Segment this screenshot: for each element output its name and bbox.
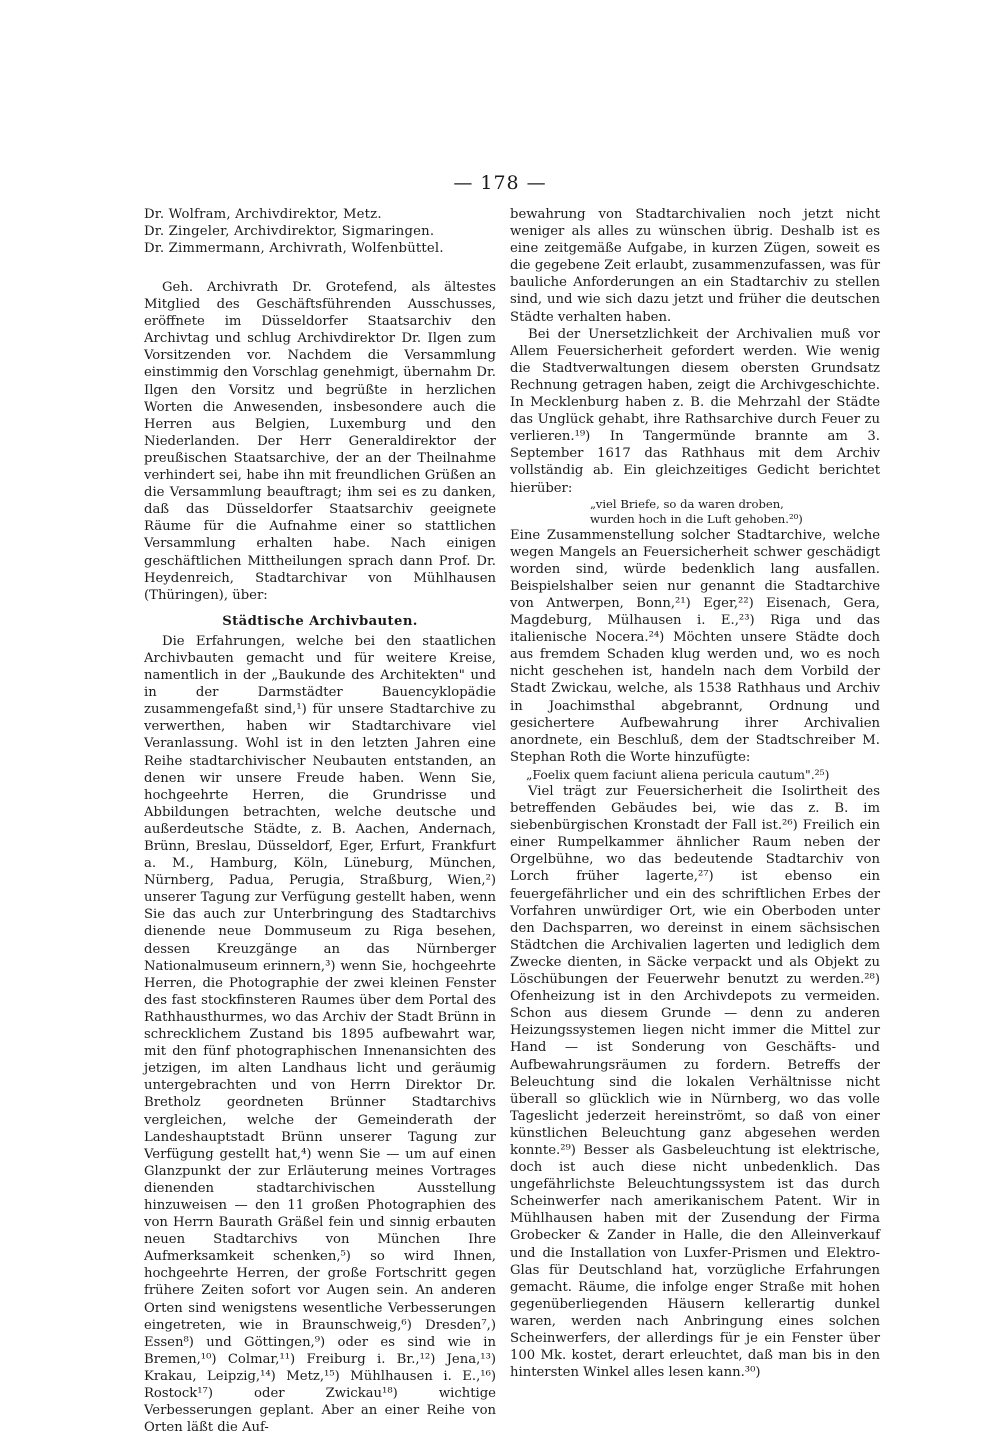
verse-line: wurden hoch in die Luft gehoben.²⁰) — [590, 511, 803, 526]
latin-quote: „Foelix quem faciunt aliena pericula cautum".²⁵) — [526, 766, 830, 782]
signature-line: Dr. Wolfram, Archivdirektor, Metz. — [144, 207, 382, 222]
verse-line: „viel Briefe, so da waren droben, — [590, 496, 784, 511]
page-number: — 178 — — [453, 172, 547, 194]
spacer — [144, 257, 496, 279]
left-column — [144, 206, 496, 1436]
right-column — [510, 206, 880, 1381]
verse-quote — [510, 497, 880, 527]
body-paragraph: Die Erfahrungen, welche bei den staatlichen Archivbauten gemacht und für weitere Kreise, namentlich in der „Baukunde des Architekten" und in der Darmstädter Bauencyklopädie zusammengefaßt sind,¹) für unsere Stadtarchive zu verwerthen, haben wir Stadtarchivare viel Veranlassung. Wohl ist in den letzten Jahren eine Reihe stadtarchivischer Neubauten entstanden, an denen wir unsere Freude haben. Wenn Sie, hochgeehrte Herren, die Grundrisse und Abbildungen betrachten, welche deutsche und außerdeutsche Städte, z. B. Aachen, Andernach, Brünn, Breslau, Düsseldorf, Eger, Erfurt, Frankfurt a. M., Hamburg, Köln, Lüneburg, München, Nürnberg, Padua, Perugia, Straßburg, Wien,²) unserer Tagung zur Verfügung gestellt haben, wenn Sie das auch zur Unterbringung des Stadtarchivs dienende neue Dommuseum zu Riga besehen, dessen Kreuzgänge an das Nürnberger Nationalmuseum erinnern,³) wenn Sie, hochgeehrte Herren, die Photographie der zwei kleinen Fenster des fast stockfinsteren Raumes über dem Portal des Rathhausthurmes, wo das Archiv der Stadt Brünn in schrecklichem Zustand bis 1895 aufbewahrt war, mit den fünf photographischen Innenansichten des jetzigen, im alten Landhaus licht und geräumig untergebrachten und von Herrn Direktor Dr. Bretholz geordneten Brünner Stadtarchivs vergleichen, welche der Gemeinderath der Landeshauptstadt Brünn unserer Tagung zur Verfügung gestellt hat,⁴) wenn Sie — um auf einen Glanzpunkt der zur Erläuterung meines Vortrages dienenden stadtarchivischen Ausstellung hinzuweisen — den 11 großen Photographien des von Herrn Baurath Gräßel fein und sinnig erbauten neuen Stadtarchivs von München Ihre Aufmerksamkeit schenken,⁵) so wird Ihnen, hochgeehrte Herren, der große Fortschritt gegen frühere Zeiten sofort vor Augen sein. An anderen Orten sind wenigstens wesentliche Verbesserungen eingetreten, wie in Braunschweig,⁶) Dresden⁷,) Essen⁸) und Göttingen,⁹) oder es sind wie in Bremen,¹⁰) Colmar,¹¹) Freiburg i. Br.,¹²) Jena,¹³) Krakau, Leipzig,¹⁴) Metz,¹⁵) Mühlhausen i. E.,¹⁶) Rostock¹⁷) oder Zwickau¹⁸) wichtige Verbesserungen geplant. Aber an einer Reihe von Orten läßt die Auf- — [144, 633, 496, 1436]
body-paragraph: Bei der Unersetzlichkeit der Archivalien muß vor Allem Feuersicherheit gefordert werden. Wie wenig die Stadtverwaltungen diesem obersten Grundsatz Rechnung getragen haben, zeigt die Archivgeschichte. In Mecklenburg haben z. B. die Mehrzahl der Städte das Unglück gehabt, ihre Rathsarchive durch Feuer zu verlieren.¹⁹) In Tangermünde brannte am 3. September 1617 das Rathhaus mit dem Archiv vollständig ab. Ein gleichzeitiges Gedicht berichtet hierüber: — [510, 326, 880, 496]
intro-paragraph: Geh. Archivrath Dr. Grotefend, als ältestes Mitglied des Geschäftsführenden Ausschusses, eröffnete im Düsseldorfer Staatsarchiv den Archivtag und schlug Archivdirektor Dr. Ilgen zum Vorsitzenden vor. Nachdem die Versammlung einstimmig den Vorschlag genehmigt, übernahm Dr. Ilgen den Vorsitz und begrüßte in herzlichen Worten die Anwesenden, insbesondere auch die Herren aus Belgien, Luxemburg und den Niederlanden. Der Herr Generaldirektor der preußischen Staatsarchive, der an der Theilnahme verhindert sei, habe ihn mit freundlichen Grüßen an die Versammlung beauftragt; ihm sei es zu danken, daß das Düsseldorfer Staatsarchiv geeignete Räume für die Aufnahme einer so stattlichen Versammlung erhalten habe. Nach einigen geschäftlichen Mittheilungen sprach dann Prof. Dr. Heydenreich, Stadtarchivar von Mühlhausen (Thüringen), über: — [144, 280, 496, 603]
section-heading: Städtische Archivbauten. — [222, 613, 418, 629]
signature-line: Dr. Zimmermann, Archivrath, Wolfenbüttel. — [144, 241, 444, 256]
body-paragraph: Eine Zusammenstellung solcher Stadtarchive, welche wegen Mangels an Feuersicherheit schwer geschädigt worden sind, würde bedenklich lang ausfallen. Beispielshalber seien nur genannt die Stadtarchive von Antwerpen, Bonn,²¹) Eger,²²) Eisenach, Gera, Magdeburg, Mülhausen i. E.,²³) Riga und das italienische Nocera.²⁴) Möchten unsere Städte doch aus fremdem Schaden klug werden und, wo es noch nicht geschehen ist, handeln nach dem Vorbild der Stadt Zwickau, welche, als 1538 Rathhaus und Archiv in Joachimsthal abgebrannt, Ordnung und gesichertere Aufbewahrung ihrer Archivalien anordnete, ein Beschluß, dem der Stadtschreiber M. Stephan Roth die Worte hinzufügte: — [510, 527, 880, 765]
signature-line: Dr. Zingeler, Archivdirektor, Sigmaringen. — [144, 224, 435, 239]
continued-paragraph: bewahrung von Stadtarchivalien noch jetzt nicht weniger als alles zu wünschen übrig. Deshalb ist es eine zeitgemäße Aufgabe, in kurzen Zügen, soweit es die gegebene Zeit erlaubt, zusammenzufassen, was für bauliche Anforderungen an ein Stadtarchiv zu stellen sind, und wie sich dazu jetzt und früher die deutschen Städte verhalten haben. — [510, 207, 880, 325]
body-paragraph: Viel trägt zur Feuersicherheit die Isolirtheit des betreffenden Gebäudes bei, wie das z. B. im siebenbürgischen Kronstadt der Fall ist.²⁶) Freilich ein einer Rumpelkammer ähnlicher Raum neben der Orgelbühne, wo das bedeutende Stadtarchiv von Lorch früher lagerte,²⁷) ist ebenso ein feuergefährlicher und ein des schriftlichen Erbes der Vorfahren unwürdiger Ort, wie ein Oberboden unter den Dachsparren, wo dereinst in einem sächsischen Städtchen die Archivalien lagerten und lediglich dem Zwecke dienten, in Säcke verpackt und als Objekt zu Löschübungen der Feuerwehr benutzt zu werden.²⁸) Ofenheizung ist in den Archivdepots zu vermeiden. Schon aus diesem Grunde — denn zu anderen Heizungssystemen liegen nicht immer die Mittel zur Hand — ist Sonderung von Geschäfts- und Aufbewahrungsräumen zu fordern. Betreffs der Beleuchtung sind die lokalen Verhältnisse nicht überall so glücklich wie in Nürnberg, wo das volle Tageslicht jederzeit hereinströmt, so daß von einer künstlichen Beleuchtung ganz abgesehen werden konnte.²⁹) Besser als Gasbeleuchtung ist elektrische, doch ist auch diese nicht unbedenklich. Das ungefährlichste Beleuchtungssystem ist das durch Scheinwerfer nach amerikanischem Patent. Wir in Mühlhausen haben mit der Zusendung der Firma Grobecker & Zander in Halle, die den Alleinverkauf und die Installation von Luxfer-Prismen und Elektro-Glas für Deutschland hat, vorzügliche Erfahrungen gemacht. Räume, die infolge enger Straße mit hohen gegenüberliegenden Häusern kellerartig dunkel waren, werden nach Anbringung eines solchen Scheinwerfers, der allerdings für je ein Fenster über 100 Mk. kostet, derart erleuchtet, daß man bis in den hintersten Winkel alles lesen kann.³⁰) — [510, 784, 880, 1381]
